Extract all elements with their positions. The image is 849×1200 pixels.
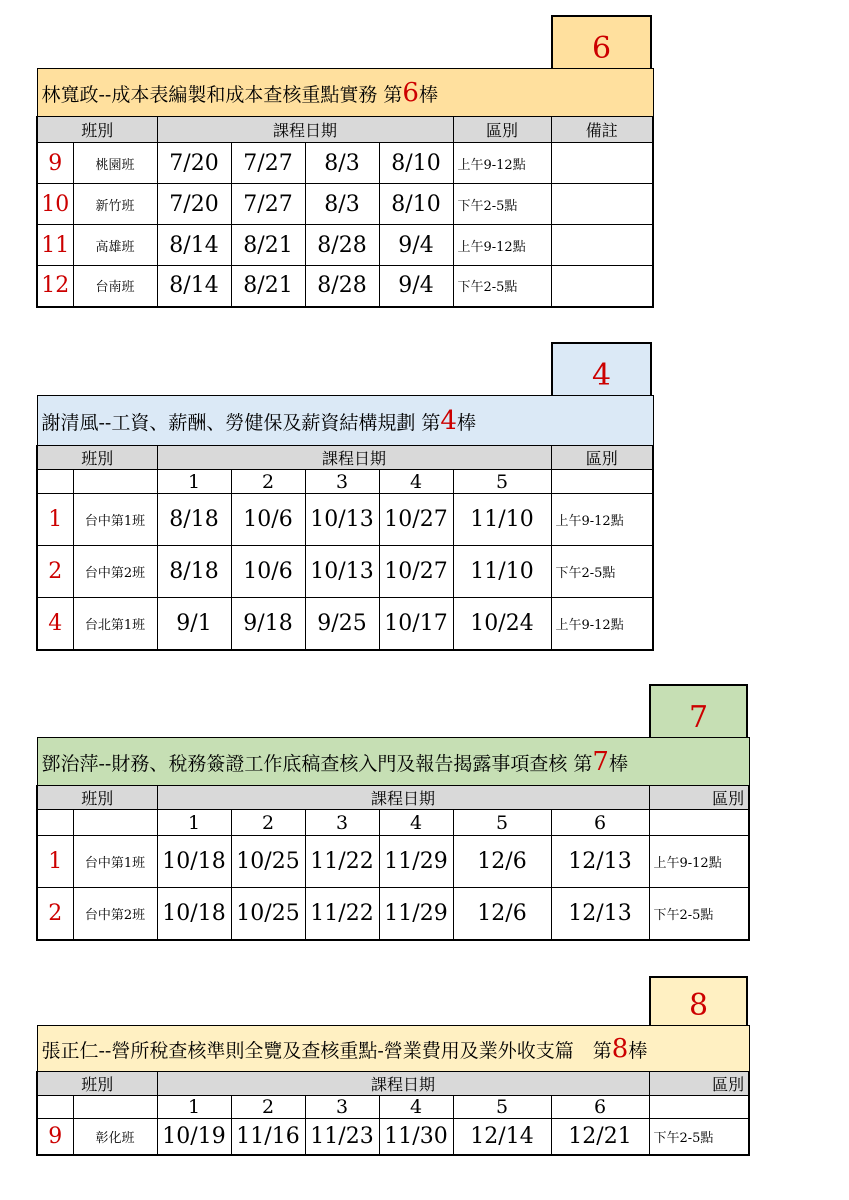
header-class: 班別 (37, 117, 157, 143)
time-slot: 上午9-12點 (551, 494, 653, 546)
course-title: 張正仁--營所稅查核準則全覽及查核重點-營業費用及業外收支篇 第8棒 (37, 1026, 749, 1072)
note-cell (551, 143, 653, 184)
header-dates: 課程日期 (157, 1072, 649, 1096)
row-number: 1 (37, 836, 73, 888)
date-cell: 11/10 (453, 546, 551, 598)
session-number: 5 (453, 470, 551, 494)
date-cell: 12/21 (551, 1119, 649, 1155)
row-number: 9 (37, 143, 73, 184)
row-number: 12 (37, 266, 73, 307)
table-row (37, 546, 653, 598)
course-table-4 (36, 1025, 750, 1156)
row-number: 4 (37, 598, 73, 650)
date-cell: 11/29 (379, 836, 453, 888)
date-cell: 8/21 (231, 225, 305, 266)
date-cell: 10/18 (157, 836, 231, 888)
date-cell: 10/17 (379, 598, 453, 650)
class-name: 高雄班 (73, 225, 157, 266)
date-cell: 10/13 (305, 494, 379, 546)
table-row (37, 266, 653, 307)
header-area: 區別 (649, 1072, 749, 1096)
table-row (37, 225, 653, 266)
session-number: 1 (157, 810, 231, 836)
header-dates: 課程日期 (157, 446, 551, 470)
date-cell: 8/10 (379, 143, 453, 184)
session-number: 6 (551, 810, 649, 836)
class-name: 台中第2班 (73, 546, 157, 598)
date-cell: 10/6 (231, 546, 305, 598)
date-cell: 12/6 (453, 888, 551, 940)
table-row (37, 836, 749, 888)
class-name: 桃園班 (73, 143, 157, 184)
time-slot: 下午2-5點 (551, 546, 653, 598)
time-slot: 上午9-12點 (453, 143, 551, 184)
course-title: 謝清風--工資、薪酬、勞健保及薪資結構規劃 第4棒 (37, 396, 653, 446)
session-number: 2 (231, 1096, 305, 1119)
table-row (37, 598, 653, 650)
date-cell: 10/24 (453, 598, 551, 650)
session-number: 1 (157, 1096, 231, 1119)
date-cell: 11/30 (379, 1119, 453, 1155)
date-cell: 7/20 (157, 184, 231, 225)
time-slot: 上午9-12點 (551, 598, 653, 650)
session-number: 3 (305, 810, 379, 836)
row-number: 1 (37, 494, 73, 546)
table-row (37, 494, 653, 546)
date-cell: 10/27 (379, 494, 453, 546)
table-row (37, 1119, 749, 1155)
date-cell: 10/18 (157, 888, 231, 940)
note-cell (551, 184, 653, 225)
time-slot: 上午9-12點 (649, 836, 749, 888)
header-area: 區別 (649, 786, 749, 810)
course-table-1 (36, 68, 654, 308)
date-cell: 11/16 (231, 1119, 305, 1155)
date-cell: 8/3 (305, 184, 379, 225)
session-number: 3 (305, 1096, 379, 1119)
date-cell: 11/22 (305, 836, 379, 888)
date-cell: 10/27 (379, 546, 453, 598)
time-slot: 上午9-12點 (453, 225, 551, 266)
row-number: 11 (37, 225, 73, 266)
header-class: 班別 (37, 446, 157, 470)
date-cell: 9/1 (157, 598, 231, 650)
course-table-3 (36, 737, 750, 941)
session-number: 4 (379, 1096, 453, 1119)
table-row (37, 184, 653, 225)
header-note: 備註 (551, 117, 653, 143)
header-dates: 課程日期 (157, 786, 649, 810)
date-cell: 9/18 (231, 598, 305, 650)
date-cell: 8/10 (379, 184, 453, 225)
row-number: 9 (37, 1119, 73, 1155)
date-cell: 7/27 (231, 184, 305, 225)
note-cell (551, 266, 653, 307)
date-cell: 7/20 (157, 143, 231, 184)
session-number: 6 (551, 1096, 649, 1119)
date-cell: 8/21 (231, 266, 305, 307)
date-cell: 9/4 (379, 266, 453, 307)
class-name: 台中第1班 (73, 494, 157, 546)
date-cell: 10/19 (157, 1119, 231, 1155)
row-number: 2 (37, 888, 73, 940)
time-slot: 下午2-5點 (649, 1119, 749, 1155)
course-number-tab: 6 (551, 15, 652, 68)
date-cell: 11/22 (305, 888, 379, 940)
course-table-2 (36, 395, 654, 651)
class-name: 台中第1班 (73, 836, 157, 888)
course-number-tab: 7 (649, 684, 748, 737)
date-cell: 8/3 (305, 143, 379, 184)
time-slot: 下午2-5點 (649, 888, 749, 940)
class-name: 台北第1班 (73, 598, 157, 650)
date-cell: 11/23 (305, 1119, 379, 1155)
session-number: 2 (231, 470, 305, 494)
date-cell: 8/28 (305, 266, 379, 307)
date-cell: 12/13 (551, 888, 649, 940)
session-number: 2 (231, 810, 305, 836)
session-number: 3 (305, 470, 379, 494)
date-cell: 10/25 (231, 836, 305, 888)
date-cell: 8/28 (305, 225, 379, 266)
course-number-tab: 8 (649, 976, 748, 1025)
date-cell: 8/18 (157, 494, 231, 546)
course-title: 鄧治萍--財務、稅務簽證工作底稿查核入門及報告揭露事項查核 第7棒 (37, 738, 749, 786)
header-class: 班別 (37, 786, 157, 810)
date-cell: 8/14 (157, 266, 231, 307)
date-cell: 12/13 (551, 836, 649, 888)
date-cell: 11/29 (379, 888, 453, 940)
table-row (37, 888, 749, 940)
class-name: 台南班 (73, 266, 157, 307)
table-row (37, 143, 653, 184)
header-class: 班別 (37, 1072, 157, 1096)
header-area: 區別 (453, 117, 551, 143)
time-slot: 下午2-5點 (453, 266, 551, 307)
date-cell: 11/10 (453, 494, 551, 546)
time-slot: 下午2-5點 (453, 184, 551, 225)
session-number: 1 (157, 470, 231, 494)
date-cell: 10/13 (305, 546, 379, 598)
date-cell: 10/6 (231, 494, 305, 546)
session-number: 4 (379, 810, 453, 836)
date-cell: 7/27 (231, 143, 305, 184)
date-cell: 10/25 (231, 888, 305, 940)
course-title: 林寬政--成本表編製和成本查核重點實務 第6棒 (37, 69, 653, 117)
date-cell: 12/6 (453, 836, 551, 888)
header-area: 區別 (551, 446, 653, 470)
session-number: 5 (453, 810, 551, 836)
date-cell: 8/18 (157, 546, 231, 598)
class-name: 彰化班 (73, 1119, 157, 1155)
date-cell: 8/14 (157, 225, 231, 266)
row-number: 10 (37, 184, 73, 225)
date-cell: 9/4 (379, 225, 453, 266)
class-name: 台中第2班 (73, 888, 157, 940)
date-cell: 12/14 (453, 1119, 551, 1155)
class-name: 新竹班 (73, 184, 157, 225)
session-number: 5 (453, 1096, 551, 1119)
session-number: 4 (379, 470, 453, 494)
course-number-tab: 4 (551, 342, 652, 395)
row-number: 2 (37, 546, 73, 598)
header-dates: 課程日期 (157, 117, 453, 143)
note-cell (551, 225, 653, 266)
date-cell: 9/25 (305, 598, 379, 650)
